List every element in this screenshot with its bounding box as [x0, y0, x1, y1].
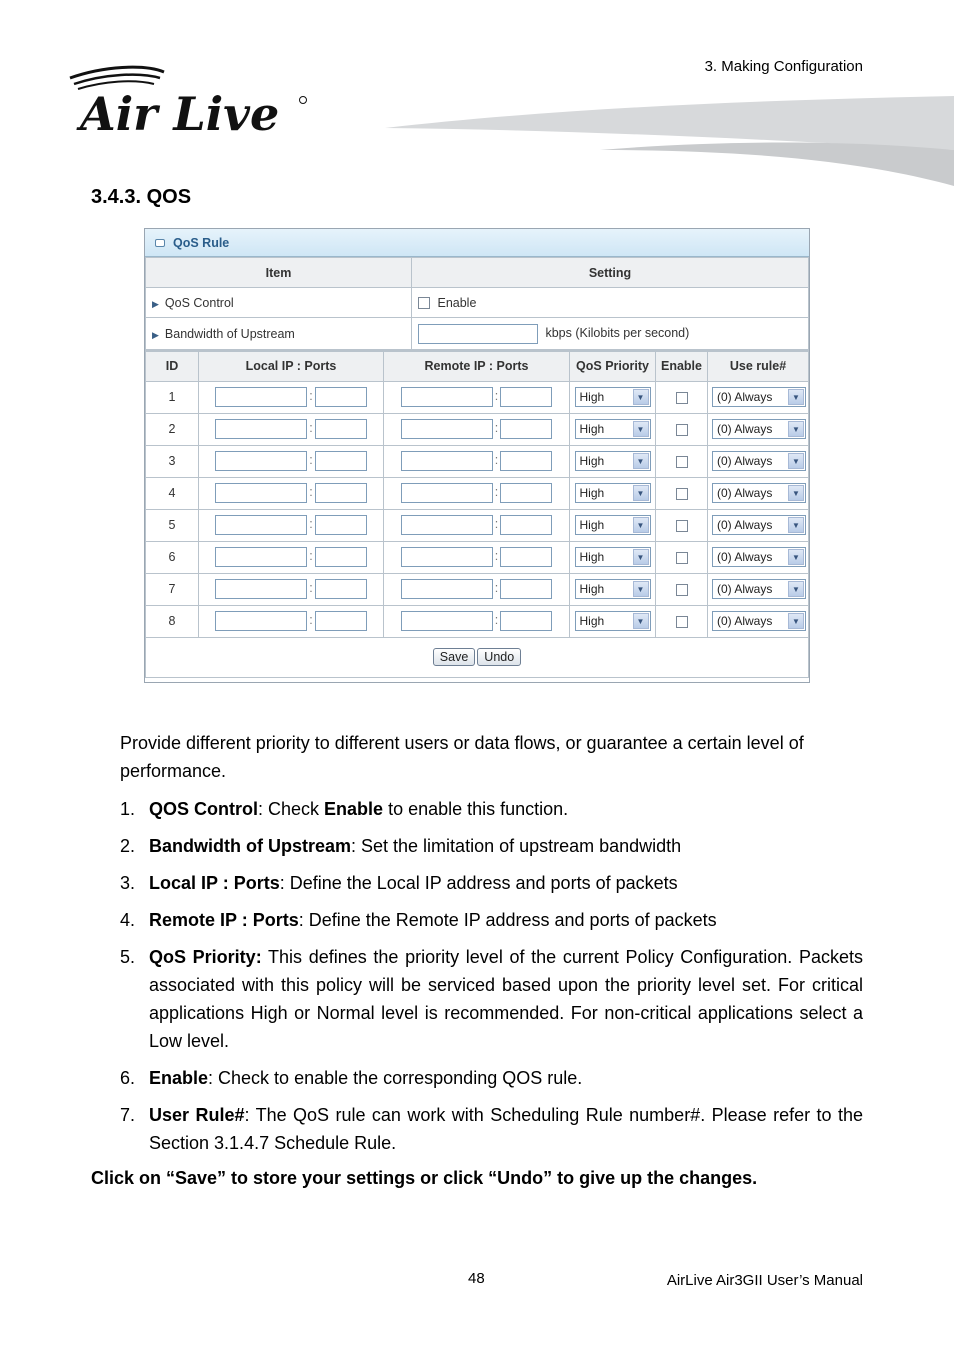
- col-local-header: Local IP : Ports: [199, 351, 384, 381]
- remote-ip-input[interactable]: [401, 515, 493, 535]
- use-rule-value: (0) Always: [717, 486, 773, 500]
- list-item: [120, 869, 863, 897]
- list-item: [120, 1101, 863, 1157]
- table-row: [146, 509, 809, 541]
- priority-select[interactable]: [575, 419, 651, 439]
- priority-select[interactable]: [575, 579, 651, 599]
- rule-enable-checkbox[interactable]: [676, 616, 688, 628]
- qos-control-setting: [412, 288, 809, 318]
- separator: :: [309, 613, 313, 628]
- list-desc: This defines the priority level of the current Policy Configuration. Packets associated with this policy will be serviced based upon the priority level set. For critical applications High or Normal level is recommended. For non-critical applications select a Low level.: [149, 947, 864, 1051]
- table-row: [146, 541, 809, 573]
- table-row: [146, 413, 809, 445]
- separator: :: [309, 485, 313, 500]
- use-rule-select[interactable]: [712, 451, 806, 471]
- remote-ip-port-cell: [384, 445, 570, 477]
- chevron-down-icon: ▼: [633, 517, 649, 533]
- table-row: [146, 381, 809, 413]
- use-rule-value: (0) Always: [717, 454, 773, 468]
- local-port-input[interactable]: [315, 387, 367, 407]
- priority-select[interactable]: [575, 387, 651, 407]
- priority-select[interactable]: [575, 611, 651, 631]
- local-ip-input[interactable]: [215, 515, 307, 535]
- local-ip-port-cell: [199, 477, 384, 509]
- remote-port-input[interactable]: [500, 515, 552, 535]
- priority-value: High: [579, 550, 605, 564]
- logo-text: Air Live: [80, 87, 280, 136]
- field-description-list: [120, 795, 863, 1166]
- rule-id: 7: [146, 573, 199, 605]
- list-term: Bandwidth of Upstream: [149, 836, 352, 856]
- separator: :: [309, 581, 313, 596]
- local-ip-port-cell: [199, 413, 384, 445]
- separator: :: [309, 517, 313, 532]
- separator: :: [494, 453, 499, 468]
- priority-cell: [570, 477, 656, 509]
- priority-select[interactable]: [575, 515, 651, 535]
- use-rule-cell: [708, 573, 809, 605]
- list-desc: : Define the Local IP address and ports of packets: [279, 873, 678, 893]
- use-rule-cell: [708, 509, 809, 541]
- manual-title: AirLive Air3GII User’s Manual: [666, 1272, 863, 1289]
- remote-ip-input[interactable]: [401, 547, 493, 567]
- chevron-down-icon: ▼: [788, 549, 804, 565]
- separator: :: [309, 453, 313, 468]
- use-rule-cell: [708, 381, 809, 413]
- remote-ip-port-cell: [384, 381, 570, 413]
- list-number: 1.: [120, 799, 136, 819]
- list-item: [120, 943, 863, 1055]
- qos-control-enable-label: Enable: [437, 295, 477, 310]
- rule-enable-checkbox[interactable]: [676, 456, 688, 468]
- bandwidth-unit: kbps (Kilobits per second): [545, 325, 690, 340]
- col-item-header: Item: [146, 258, 412, 288]
- list-item: [120, 1064, 863, 1092]
- enable-cell: [656, 573, 708, 605]
- priority-cell: [570, 573, 656, 605]
- use-rule-value: (0) Always: [717, 422, 773, 436]
- separator: :: [494, 613, 499, 628]
- local-ip-port-cell: [199, 541, 384, 573]
- list-number: 2.: [120, 836, 136, 856]
- rule-id: 2: [146, 413, 199, 445]
- rule-id: 8: [146, 605, 199, 637]
- remote-ip-port-cell: [384, 541, 570, 573]
- remote-port-input[interactable]: [500, 611, 552, 631]
- list-sep: : Check: [258, 799, 325, 819]
- chevron-down-icon: ▼: [633, 389, 649, 405]
- table-row: [146, 573, 809, 605]
- section-title: 3.4.3. QOS: [91, 186, 192, 208]
- col-userule-header: Use rule#: [708, 351, 809, 381]
- separator: :: [309, 389, 313, 404]
- remote-ip-port-cell: [384, 605, 570, 637]
- local-ip-port-cell: [199, 573, 384, 605]
- remote-port-input[interactable]: [500, 579, 552, 599]
- use-rule-select[interactable]: [712, 515, 806, 535]
- use-rule-select[interactable]: [712, 483, 806, 503]
- list-term: User Rule#: [149, 1105, 245, 1125]
- chevron-down-icon: ▼: [788, 389, 804, 405]
- use-rule-cell: [708, 413, 809, 445]
- local-ip-input[interactable]: [215, 611, 307, 631]
- remote-port-input[interactable]: [500, 547, 552, 567]
- rule-id: 4: [146, 477, 199, 509]
- rule-id: 6: [146, 541, 199, 573]
- enable-cell: [656, 477, 708, 509]
- rule-id: 1: [146, 381, 199, 413]
- local-port-input[interactable]: [315, 419, 367, 439]
- col-priority-header: QoS Priority: [570, 351, 656, 381]
- page-number: 48: [468, 1270, 485, 1287]
- remote-ip-port-cell: [384, 413, 570, 445]
- separator: :: [494, 421, 499, 436]
- local-ip-port-cell: [199, 445, 384, 477]
- undo-button[interactable]: Undo: [477, 648, 521, 666]
- list-item: [120, 906, 863, 934]
- remote-ip-input[interactable]: [401, 419, 493, 439]
- use-rule-value: (0) Always: [717, 390, 773, 404]
- table-row: [146, 445, 809, 477]
- qos-rules-table: [145, 350, 809, 678]
- remote-port-input[interactable]: [500, 419, 552, 439]
- rule-enable-checkbox[interactable]: [676, 520, 688, 532]
- bandwidth-setting: [412, 318, 809, 350]
- remote-port-input[interactable]: [500, 483, 552, 503]
- remote-port-input[interactable]: [500, 451, 552, 471]
- priority-value: High: [579, 518, 605, 532]
- qos-control-enable-checkbox[interactable]: [418, 297, 430, 309]
- airlive-logo: [64, 64, 314, 136]
- chevron-down-icon: ▼: [633, 485, 649, 501]
- list-term: Enable: [324, 799, 384, 819]
- chevron-down-icon: ▼: [788, 581, 804, 597]
- enable-cell: [656, 509, 708, 541]
- qos-control-label-cell: [146, 288, 412, 318]
- remote-ip-input[interactable]: [401, 483, 493, 503]
- priority-value: High: [579, 614, 605, 628]
- local-port-input[interactable]: [315, 611, 367, 631]
- list-desc: : Check to enable the corresponding QOS rule.: [208, 1068, 583, 1088]
- priority-cell: [570, 413, 656, 445]
- chevron-down-icon: ▼: [788, 613, 804, 629]
- remote-ip-input[interactable]: [401, 451, 493, 471]
- col-setting-header: Setting: [412, 258, 809, 288]
- separator: :: [309, 421, 313, 436]
- button-bar: [146, 637, 809, 677]
- list-term: QOS Control: [149, 799, 258, 819]
- local-ip-input[interactable]: [215, 451, 307, 471]
- priority-cell: [570, 381, 656, 413]
- use-rule-select[interactable]: [712, 547, 806, 567]
- use-rule-value: (0) Always: [717, 582, 773, 596]
- chevron-down-icon: ▼: [633, 421, 649, 437]
- local-ip-port-cell: [199, 381, 384, 413]
- priority-value: High: [579, 486, 605, 500]
- use-rule-value: (0) Always: [717, 518, 773, 532]
- remote-ip-input[interactable]: [401, 387, 493, 407]
- remote-ip-input[interactable]: [401, 579, 493, 599]
- qos-control-label: QoS Control: [164, 295, 234, 310]
- priority-value: High: [579, 454, 605, 468]
- local-ip-input[interactable]: [215, 483, 307, 503]
- rule-id: 3: [146, 445, 199, 477]
- separator: :: [494, 581, 499, 596]
- bandwidth-input[interactable]: [418, 324, 538, 344]
- enable-cell: [656, 413, 708, 445]
- remote-ip-port-cell: [384, 477, 570, 509]
- list-number: 5.: [120, 947, 136, 967]
- use-rule-select[interactable]: [712, 579, 806, 599]
- local-port-input[interactable]: [315, 579, 367, 599]
- remote-ip-input[interactable]: [401, 611, 493, 631]
- rule-enable-checkbox[interactable]: [676, 424, 688, 436]
- chevron-down-icon: ▼: [788, 421, 804, 437]
- local-port-input[interactable]: [315, 483, 367, 503]
- remote-ip-port-cell: [384, 509, 570, 541]
- qos-settings-table: [145, 257, 809, 350]
- local-port-input[interactable]: [315, 451, 367, 471]
- list-desc: : Set the limitation of upstream bandwidth: [351, 836, 682, 856]
- intro-paragraph: Provide different priority to different users or data flows, or guarantee a certain level of performance.: [120, 733, 804, 781]
- use-rule-value: (0) Always: [717, 550, 773, 564]
- use-rule-cell: [708, 445, 809, 477]
- remote-ip-port-cell: [384, 573, 570, 605]
- enable-cell: [656, 541, 708, 573]
- bandwidth-label-cell: [146, 318, 412, 350]
- chevron-down-icon: ▼: [788, 517, 804, 533]
- col-enable-header: Enable: [656, 351, 708, 381]
- rule-enable-checkbox[interactable]: [676, 552, 688, 564]
- list-number: 6.: [120, 1068, 136, 1088]
- priority-cell: [570, 605, 656, 637]
- local-ip-input[interactable]: [215, 579, 307, 599]
- closing-note: Click on “Save” to store your settings or click “Undo” to give up the changes.: [91, 1168, 758, 1188]
- list-term: QoS Priority:: [149, 947, 262, 967]
- bandwidth-label: Bandwidth of Upstream: [164, 326, 295, 341]
- use-rule-select[interactable]: [712, 419, 806, 439]
- rule-id: 5: [146, 509, 199, 541]
- save-button[interactable]: Save: [433, 648, 476, 666]
- qos-rule-panel: [144, 228, 810, 683]
- list-number: 4.: [120, 910, 136, 930]
- list-number: 3.: [120, 873, 136, 893]
- list-term: Enable: [149, 1068, 209, 1088]
- separator: :: [494, 549, 499, 564]
- rule-enable-checkbox[interactable]: [676, 488, 688, 500]
- separator: :: [494, 485, 499, 500]
- list-term: Local IP : Ports: [149, 873, 280, 893]
- local-ip-input[interactable]: [215, 419, 307, 439]
- chapter-heading: 3. Making Configuration: [704, 58, 863, 75]
- chevron-down-icon: ▼: [633, 613, 649, 629]
- list-item: [120, 795, 863, 823]
- col-remote-header: Remote IP : Ports: [384, 351, 570, 381]
- panel-title: QoS Rule: [173, 235, 230, 250]
- local-ip-input[interactable]: [215, 547, 307, 567]
- local-port-input[interactable]: [315, 547, 367, 567]
- list-term: Remote IP : Ports: [149, 910, 299, 930]
- rule-enable-checkbox[interactable]: [676, 392, 688, 404]
- remote-port-input[interactable]: [500, 387, 552, 407]
- list-desc: : Define the Remote IP address and ports of packets: [298, 910, 717, 930]
- chevron-down-icon: ▼: [633, 453, 649, 469]
- table-row: [146, 477, 809, 509]
- enable-cell: [656, 605, 708, 637]
- priority-cell: [570, 509, 656, 541]
- separator: :: [494, 517, 499, 532]
- priority-select[interactable]: [575, 483, 651, 503]
- use-rule-cell: [708, 541, 809, 573]
- separator: :: [494, 389, 499, 404]
- local-ip-port-cell: [199, 605, 384, 637]
- local-ip-input[interactable]: [215, 387, 307, 407]
- list-number: 7.: [120, 1105, 136, 1125]
- separator: :: [309, 549, 313, 564]
- panel-collapse-icon[interactable]: [155, 239, 165, 247]
- priority-value: High: [579, 582, 605, 596]
- chevron-down-icon: ▼: [788, 453, 804, 469]
- use-rule-cell: [708, 605, 809, 637]
- list-item: [120, 832, 863, 860]
- enable-cell: [656, 445, 708, 477]
- priority-value: High: [579, 422, 605, 436]
- chevron-down-icon: ▼: [788, 485, 804, 501]
- priority-select[interactable]: [575, 451, 651, 471]
- col-id-header: ID: [146, 351, 199, 381]
- chevron-down-icon: ▼: [633, 581, 649, 597]
- rule-enable-checkbox[interactable]: [676, 584, 688, 596]
- use-rule-select[interactable]: [712, 387, 806, 407]
- priority-select[interactable]: [575, 547, 651, 567]
- arrow-right-icon: ▶: [152, 298, 159, 309]
- use-rule-cell: [708, 477, 809, 509]
- list-desc: : The QoS rule can work with Scheduling Rule number#. Please refer to the Section 3.1.4.7 Schedule Rule.: [149, 1105, 863, 1153]
- priority-cell: [570, 445, 656, 477]
- arrow-right-icon: ▶: [152, 329, 159, 340]
- priority-cell: [570, 541, 656, 573]
- use-rule-select[interactable]: [712, 611, 806, 631]
- panel-header: [145, 229, 809, 257]
- enable-cell: [656, 381, 708, 413]
- list-desc: to enable this function.: [383, 799, 569, 819]
- table-row: [146, 605, 809, 637]
- priority-value: High: [579, 390, 605, 404]
- local-port-input[interactable]: [315, 515, 367, 535]
- local-ip-port-cell: [199, 509, 384, 541]
- use-rule-value: (0) Always: [717, 614, 773, 628]
- chevron-down-icon: ▼: [633, 549, 649, 565]
